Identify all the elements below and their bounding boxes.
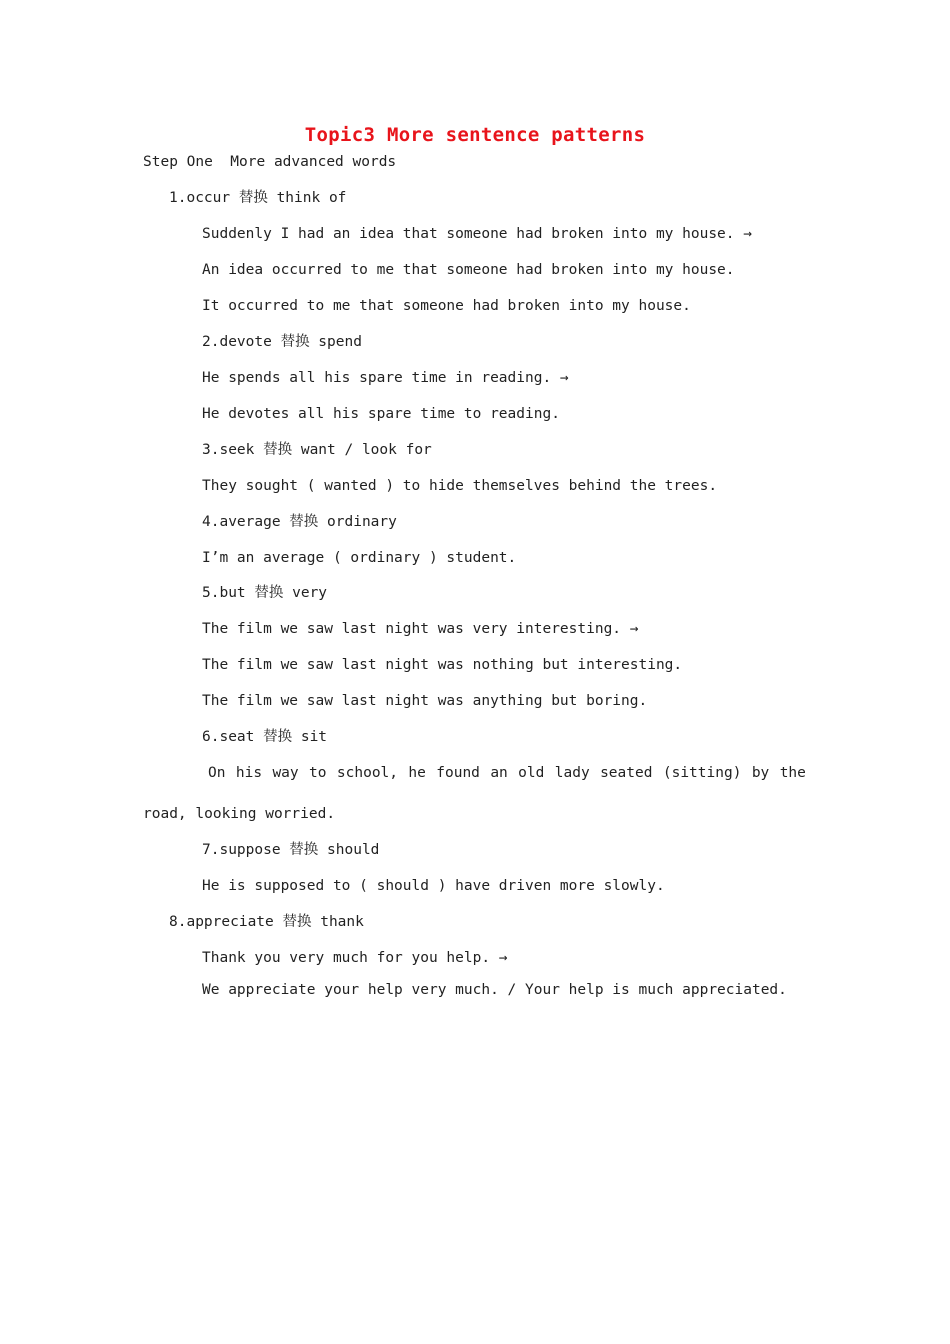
word: he	[408, 765, 426, 781]
example-sentence: He is supposed to ( should ) have driven more slowly.	[202, 878, 665, 894]
example-sentence: We appreciate your help very much. / Your help is much appreciated.	[202, 982, 787, 998]
word: by	[751, 765, 770, 781]
word: (sitting)	[662, 765, 742, 781]
example-sentence: Suddenly I had an idea that someone had broken into my house. →	[202, 226, 752, 242]
word: to	[309, 765, 327, 781]
item-heading: 5.but 替换 very	[202, 585, 328, 601]
example-sentence: The film we saw last night was anything but boring.	[202, 693, 648, 709]
example-sentence: It occurred to me that someone had broken into my house.	[202, 298, 691, 314]
word: his	[235, 765, 263, 781]
step-heading: Step One More advanced words	[143, 154, 397, 170]
example-sentence: He devotes all his spare time to reading.	[202, 406, 560, 422]
word: On	[208, 765, 226, 781]
word: seated	[600, 765, 653, 781]
example-sentence: They sought ( wanted ) to hide themselves behind the trees.	[202, 478, 718, 494]
word: lady	[554, 765, 590, 781]
page-title: Topic3 More sentence patterns	[304, 124, 646, 146]
word: way	[272, 765, 299, 781]
example-sentence: The film we saw last night was nothing but interesting.	[202, 657, 683, 673]
word: school,	[336, 765, 399, 781]
item-heading: 6.seat 替换 sit	[202, 729, 328, 745]
example-sentence: An idea occurred to me that someone had broken into my house.	[202, 262, 735, 278]
item-heading: 1.occur 替换 think of	[169, 190, 347, 206]
word: old	[518, 765, 545, 781]
example-sentence-justified	[208, 763, 806, 783]
item-heading: 8.appreciate 替换 thank	[169, 914, 364, 930]
example-sentence: I’m an average ( ordinary ) student.	[202, 550, 517, 566]
item-heading: 7.suppose 替换 should	[202, 842, 380, 858]
example-sentence: The film we saw last night was very interesting. →	[202, 621, 639, 637]
example-sentence: Thank you very much for you help. →	[202, 950, 508, 966]
word: the	[779, 765, 806, 781]
item-heading: 3.seek 替换 want / look for	[202, 442, 432, 458]
word: an	[490, 765, 508, 781]
item-heading: 2.devote 替换 spend	[202, 334, 362, 350]
word: found	[436, 765, 480, 781]
item-heading: 4.average 替换 ordinary	[202, 514, 397, 530]
example-sentence: He spends all his spare time in reading. →	[202, 370, 569, 386]
example-sentence: road, looking worried.	[143, 806, 336, 822]
